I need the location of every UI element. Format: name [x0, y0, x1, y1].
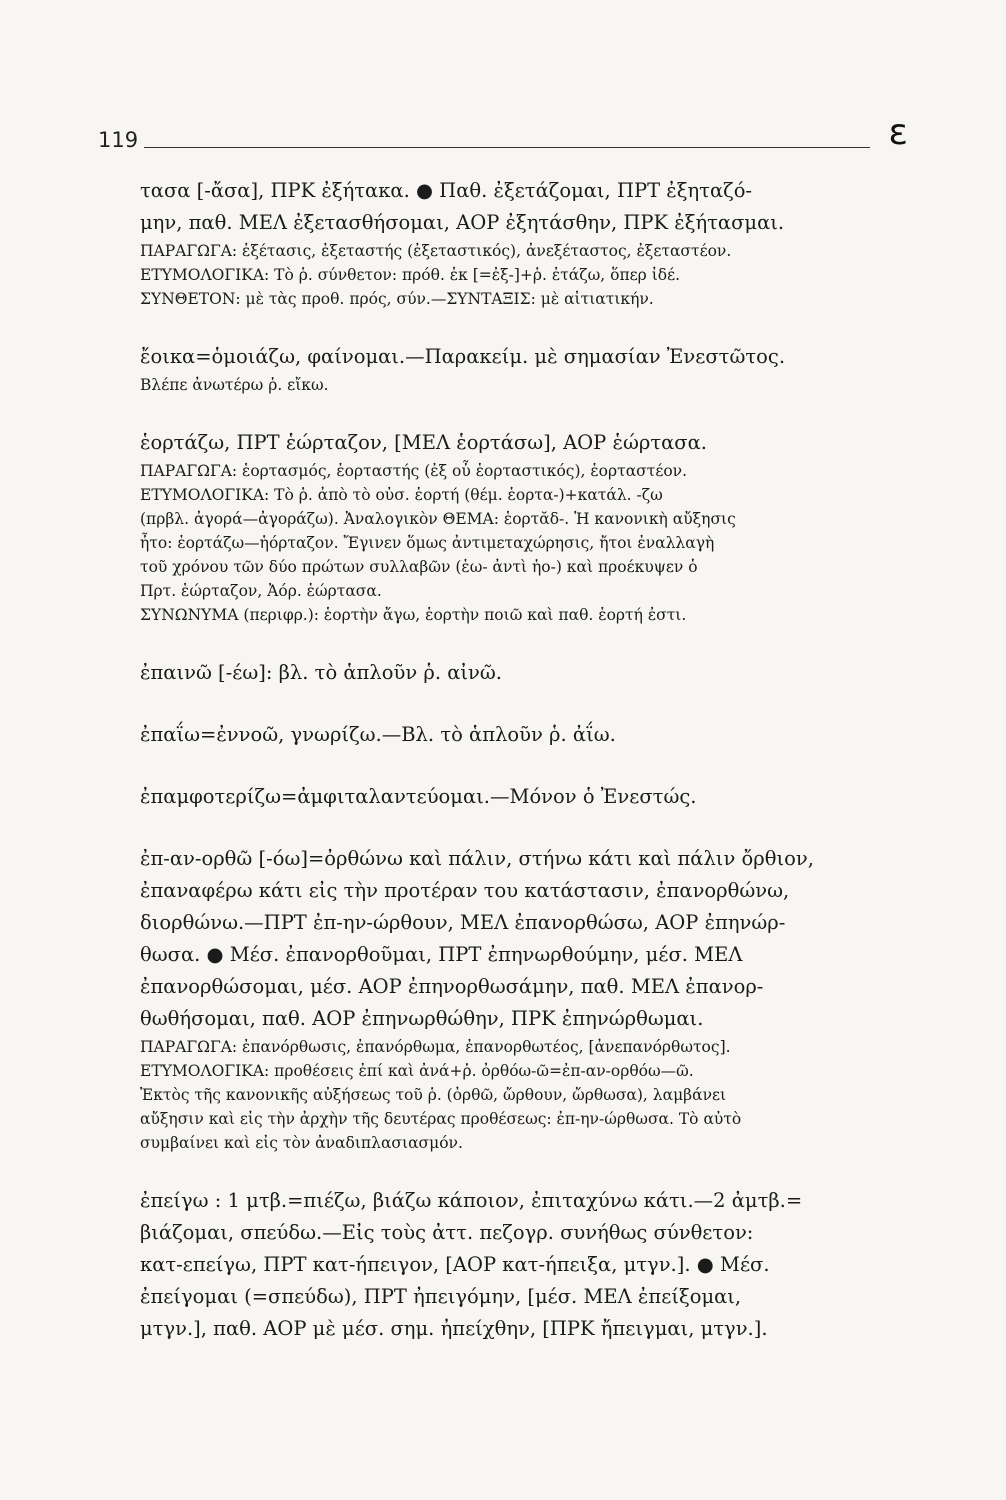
entry-gap — [140, 311, 905, 341]
section-letter: ε — [888, 112, 908, 153]
entry-line: ἦτο: ἑορτάζω—ἡόρταζον. Ἔγινεν ὅμως ἀντιμεταχώρησις, ἤτοι ἐναλλαγὴ — [140, 534, 715, 552]
entry-line: Βλέπε ἀνωτέρω ῥ. εἴκω. — [140, 376, 329, 394]
entry-line: τοῦ χρόνου τῶν δύο πρώτων συλλαβῶν (ἑω- ἀντὶ ἡο-) καὶ προέκυψεν ὁ — [140, 558, 698, 576]
entry-gap — [140, 813, 905, 843]
entry-line: ΣΥΝΘΕΤΟΝ: μὲ τὰς προθ. πρός, σύν.—ΣΥΝΤΑΞΙΣ: μὲ αἰτιατικήν. — [140, 290, 654, 308]
entry-line: θωσα. ● Μέσ. ἐπανορθοῦμαι, ΠΡΤ ἐπηνωρθούμην, μέσ. ΜΕΛ — [140, 943, 743, 966]
entry-line: ΕΤΥΜΟΛΟΓΙΚΑ: Τὸ ῥ. σύνθετον: πρόθ. ἐκ [=ἐξ-]+ῥ. ἐτάζω, ὅπερ ἰδέ. — [140, 266, 681, 284]
entry-gap — [140, 627, 905, 657]
entry-gap — [140, 397, 905, 427]
entry-line: μτγν.], παθ. ΑΟΡ μὲ μέσ. σημ. ἠπείχθην, [ΠΡΚ ἤπειγμαι, μτγν.]. — [140, 1317, 768, 1340]
entry-headword-line: ἐπαΐω=ἐννοῶ, γνωρίζω.—Βλ. τὸ ἁπλοῦν ῥ. ἀΐω. — [140, 723, 616, 746]
entry-line: ΠΑΡΑΓΩΓΑ: ἐπανόρθωσις, ἐπανόρθωμα, ἐπανορθωτέος, [ἀνεπανόρθωτος]. — [140, 1038, 731, 1056]
entry-gap — [140, 1155, 905, 1185]
entry-line: ἐπαναφέρω κάτι εἰς τὴν προτέραν του κατάστασιν, ἐπανορθώνω, — [140, 879, 790, 902]
entry-headword-line: ἐπαμφοτερίζω=ἀμφιταλαντεύομαι.—Μόνον ὁ Ἐνεστώς. — [140, 785, 697, 808]
header-rule — [144, 147, 870, 148]
entry-line: Ἐκτὸς τῆς κανονικῆς αὐξήσεως τοῦ ῥ. (ὀρθῶ, ὤρθουν, ὤρθωσα), λαμβάνει — [140, 1086, 727, 1104]
entry-line: συμβαίνει καὶ εἰς τὸν ἀναδιπλασιασμόν. — [140, 1134, 463, 1152]
entry-gap — [140, 689, 905, 719]
entry-headword-line: ἔοικα=ὁμοιάζω, φαίνομαι.—Παρακείμ. μὲ σημασίαν Ἐνεστῶτος. — [140, 345, 786, 368]
dictionary-entries — [140, 175, 905, 1345]
entry-line: ΣΥΝΩΝΥΜΑ (περιφρ.): ἑορτὴν ἄγω, ἑορτὴν ποιῶ καὶ παθ. ἑορτή ἐστι. — [140, 606, 687, 624]
entry-line: θωθήσομαι, παθ. ΑΟΡ ἐπηνωρθώθην, ΠΡΚ ἐπηνώρθωμαι. — [140, 1007, 704, 1030]
entry-line: μην, παθ. ΜΕΛ ἐξετασθήσομαι, ΑΟΡ ἐξητάσθην, ΠΡΚ ἐξήτασμαι. — [140, 211, 785, 234]
entry-line: αὔξησιν καὶ εἰς τὴν ἀρχὴν τῆς δευτέρας προθέσεως: ἐπ-ην-ώρθωσα. Τὸ αὐτὸ — [140, 1110, 742, 1128]
entry-headword-line: ἐπαινῶ [-έω]: βλ. τὸ ἁπλοῦν ῥ. αἰνῶ. — [140, 661, 502, 684]
entry-line: κατ-επείγω, ΠΡΤ κατ-ήπειγον, [ΑΟΡ κατ-ήπειξα, μτγν.]. ● Μέσ. — [140, 1253, 770, 1276]
entry-line: ἐπείγομαι (=σπεύδω), ΠΡΤ ἠπειγόμην, [μέσ. ΜΕΛ ἐπείξομαι, — [140, 1285, 742, 1308]
page-header — [98, 112, 908, 158]
entry-line: Πρτ. ἑώρταζον, Ἀόρ. ἑώρτασα. — [140, 582, 382, 600]
entry-line: διορθώνω.—ΠΡΤ ἐπ-ην-ώρθουν, ΜΕΛ ἐπανορθώσω, ΑΟΡ ἐπηνώρ- — [140, 911, 786, 934]
entry-headword-line: ἑορτάζω, ΠΡΤ ἑώρταζον, [ΜΕΛ ἑορτάσω], ΑΟΡ ἑώρτασα. — [140, 431, 707, 454]
entry-line: ΠΑΡΑΓΩΓΑ: ἐξέτασις, ἐξεταστής (ἐξεταστικός), ἀνεξέταστος, ἐξεταστέον. — [140, 242, 732, 260]
entry-line: ἐπανορθώσομαι, μέσ. ΑΟΡ ἐπηνορθωσάμην, παθ. ΜΕΛ ἐπανορ- — [140, 975, 764, 998]
entry-headword-line: ἐπ-αν-ορθῶ [-όω]=ὀρθώνω καὶ πάλιν, στήνω κάτι καὶ πάλιν ὄρθιον, — [140, 847, 814, 870]
entry-headword-line: ἐπείγω : 1 μτβ.=πιέζω, βιάζω κάποιον, ἐπιταχύνω κάτι.—2 ἀμτβ.= — [140, 1189, 803, 1212]
page-number: 119 — [98, 128, 139, 152]
entry-line: τασα [-ἄσα], ΠΡΚ ἐξήτακα. ● Παθ. ἐξετάζομαι, ΠΡΤ ἐξηταζό- — [140, 179, 753, 202]
entry-line: ΕΤΥΜΟΛΟΓΙΚΑ: Τὸ ῥ. ἀπὸ τὸ οὐσ. ἑορτή (θέμ. ἑορτα-)+κατάλ. -ζω — [140, 486, 663, 504]
entry-gap — [140, 751, 905, 781]
entry-line: ΕΤΥΜΟΛΟΓΙΚΑ: προθέσεις ἐπί καὶ ἀνά+ῥ. ὀρθόω-ῶ=ἐπ-αν-ορθόω—ῶ. — [140, 1062, 694, 1080]
entry-line: ΠΑΡΑΓΩΓΑ: ἑορτασμός, ἑορταστής (ἐξ οὗ ἑορταστικός), ἑορταστέον. — [140, 462, 688, 480]
entry-line: (πρβλ. ἀγορά—ἀγοράζω). Ἀναλογικὸν ΘΕΜΑ: ἑορτᾰδ-. Ἡ κανονικὴ αὔξησις — [140, 510, 736, 528]
entry-line: βιάζομαι, σπεύδω.—Εἰς τοὺς ἀττ. πεζογρ. συνήθως σύνθετον: — [140, 1221, 754, 1244]
